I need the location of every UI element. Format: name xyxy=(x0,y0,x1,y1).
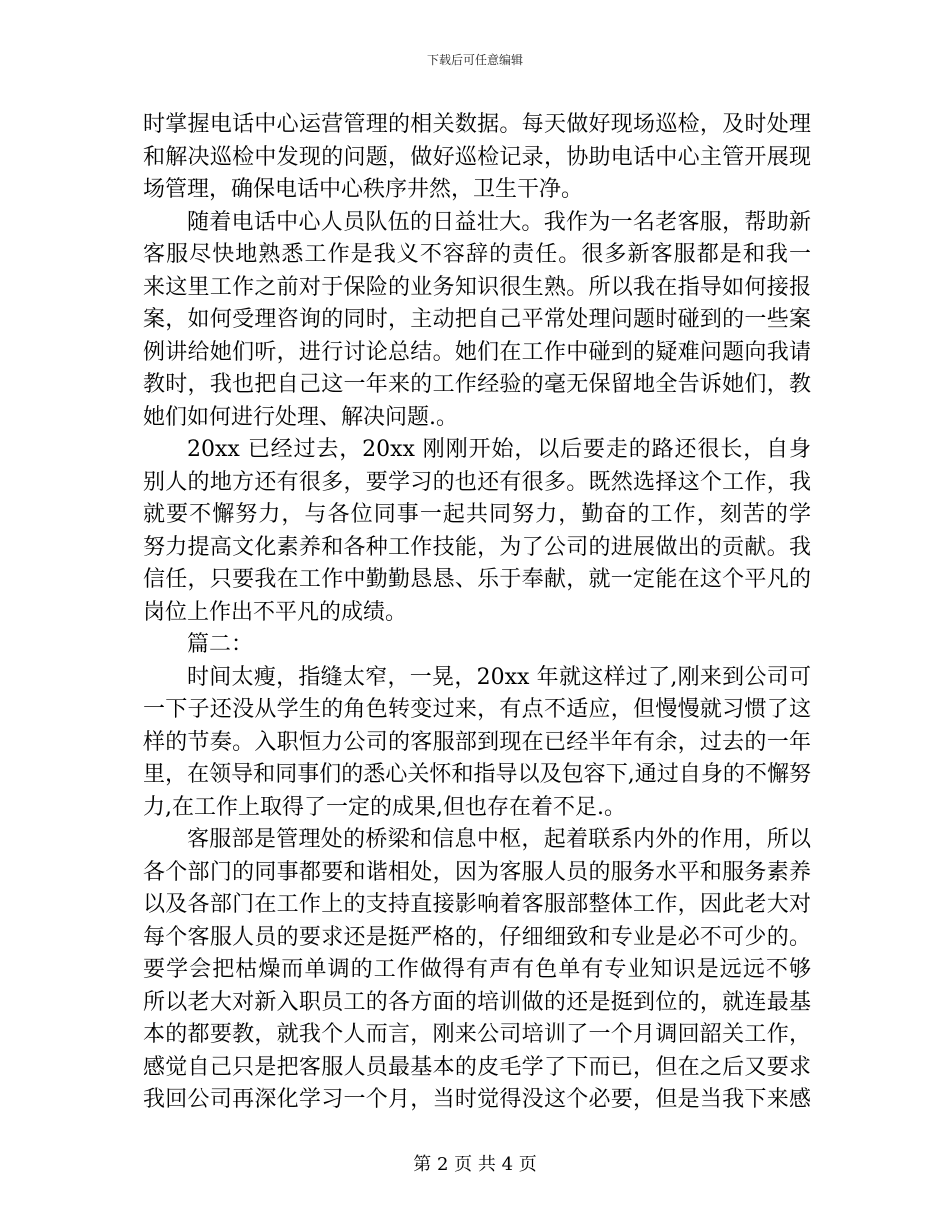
text-line: 时掌握电话中心运营管理的相关数据。每天做好现场巡检，及时处理 xyxy=(143,112,811,137)
text-line: 案，如何受理咨询的同时，主动把自己平常处理问题时碰到的一些案 xyxy=(143,307,811,332)
paragraph xyxy=(143,662,811,825)
page-header-note: 下载后可任意编辑 xyxy=(426,53,523,67)
text-line: 来这里工作之前对于保险的业务知识很生熟。所以我在指导如何接报 xyxy=(143,274,811,300)
paragraph xyxy=(143,824,811,1117)
text-line: 场管理，确保电话中心秩序井然，卫生干净。 xyxy=(143,177,584,202)
text-line: 时间太瘦，指缝太窄，一晃，20xx 年就这样过了,刚来到公司可 xyxy=(187,664,811,690)
text-line: 岗位上作出不平凡的成绩。 xyxy=(143,599,408,625)
text-line: 里，在领导和同事们的悉心关怀和指导以及包容下,通过自身的不懈努 xyxy=(143,762,811,787)
text-line: 她们如何进行处理、解决问题.。 xyxy=(143,404,458,430)
page-number: 第 2 页 共 4 页 xyxy=(413,1154,537,1175)
text-line: 教时，我也把自己这一年来的工作经验的毫无保留地全告诉她们，教 xyxy=(143,372,811,397)
text-line: 以及各部门在工作上的支持直接影响着客服部整体工作，因此老大对 xyxy=(143,892,811,917)
text-line: 随着电话中心人员队伍的日益壮大。我作为一名老客服，帮助新 xyxy=(187,209,811,235)
text-line: 20xx 已经过去，20xx 刚刚开始，以后要走的路还很长，自身 xyxy=(187,437,811,462)
paragraph xyxy=(143,109,811,207)
text-line: 客服尽快地熟悉工作是我义不容辞的责任。很多新客服都是和我一 xyxy=(143,242,811,267)
paragraph xyxy=(143,207,811,435)
text-line: 篇二： xyxy=(187,632,254,657)
document-body xyxy=(143,109,811,1117)
text-line: 每个客服人员的要求还是挺严格的，仔细细致和专业是必不可少的。 xyxy=(143,924,811,950)
text-line: 本的都要教，就我个人而言，刚来公司培训了一个月调回韶关工作， xyxy=(143,1022,811,1047)
text-line: 我回公司再深化学习一个月，当时觉得没这个必要，但是当我下来感 xyxy=(143,1087,811,1112)
text-line: 所以老大对新入职员工的各方面的培训做的还是挺到位的，就连最基 xyxy=(143,989,811,1015)
text-line: 各个部门的同事都要和谐相处，因为客服人员的服务水平和服务素养 xyxy=(143,859,811,885)
text-line: 努力提高文化素养和各种工作技能，为了公司的进展做出的贡献。我 xyxy=(143,534,811,560)
text-line: 和解决巡检中发现的问题，做好巡检记录，协助电话中心主管开展现 xyxy=(143,144,811,170)
text-line: 客服部是管理处的桥梁和信息中枢，起着联系内外的作用，所以 xyxy=(187,827,811,852)
text-line: 要学会把枯燥而单调的工作做得有声有色单有专业知识是远远不够 xyxy=(143,957,811,982)
text-line: 力,在工作上取得了一定的成果,但也存在着不足.。 xyxy=(143,794,626,820)
text-line: 例讲给她们听，进行讨论总结。她们在工作中碰到的疑难问题向我请 xyxy=(143,339,811,365)
text-line: 样的节奏。入职恒力公司的客服部到现在已经半年有余，过去的一年 xyxy=(143,729,811,755)
text-line: 感觉自己只是把客服人员最基本的皮毛学了下而已，但在之后又要求 xyxy=(143,1054,811,1080)
paragraph xyxy=(143,434,811,629)
text-line: 别人的地方还有很多，要学习的也还有很多。既然选择这个工作，我 xyxy=(143,469,811,495)
section-heading xyxy=(143,629,811,662)
text-line: 就要不懈努力，与各位同事一起共同努力，勤奋的工作，刻苦的学 xyxy=(143,502,811,527)
text-line: 信任，只要我在工作中勤勤恳恳、乐于奉献，就一定能在这个平凡的 xyxy=(143,567,811,592)
text-line: 一下子还没从学生的角色转变过来，有点不适应，但慢慢就习惯了这 xyxy=(143,697,811,722)
